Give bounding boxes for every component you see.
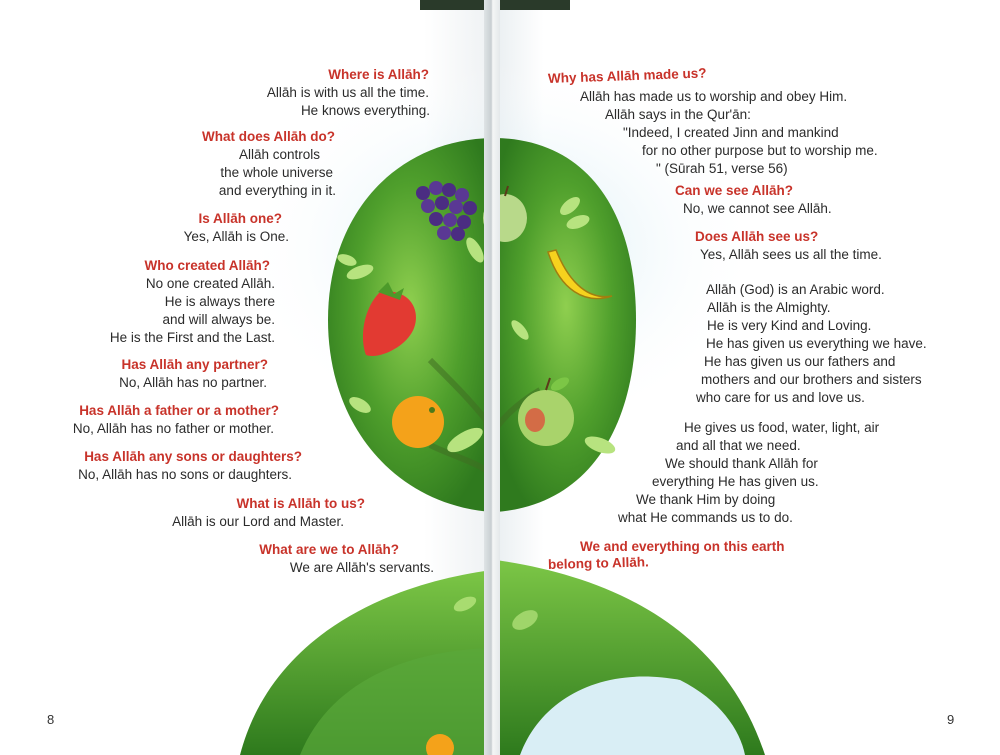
qa-what-does-allah-do-answer: [218, 146, 336, 200]
answer-line: and everything in it.: [218, 183, 336, 198]
answer-line: No, Allāh has no father or mother.: [72, 421, 274, 436]
paragraph-line: Allāh (God) is an Arabic word.: [706, 282, 885, 297]
paragraph-line: who care for us and love us.: [696, 390, 865, 405]
answer-line: Allāh has made us to worship and obey Him.: [580, 89, 848, 104]
answer-line: for no other purpose but to worship me.: [642, 143, 878, 158]
paragraph-line: He is very Kind and Loving.: [707, 318, 872, 333]
book-gutter: [484, 0, 500, 755]
answer-line: " (Sūrah 51, verse 56): [656, 161, 788, 176]
qa-allah-sons-daughters: [78, 448, 302, 484]
paragraph-line: what He commands us to do.: [618, 510, 793, 525]
paragraph-line: Allāh is the Almighty.: [707, 300, 831, 315]
answer-line: Yes, Allāh sees us all the time.: [700, 247, 882, 262]
question: Can we see Allāh?: [675, 183, 794, 198]
answer-line: He is the First and the Last.: [109, 330, 275, 345]
question: What is Allāh to us?: [236, 496, 365, 511]
answer-line: Yes, Allāh is One.: [183, 229, 289, 244]
answer-line: Allāh is with us all the time.: [266, 85, 429, 100]
qa-can-we-see-allah: [675, 182, 832, 218]
paragraph-line: He gives us food, water, light, air: [684, 420, 880, 435]
question: Has Allāh any partner?: [121, 357, 268, 372]
page-number-right: 9: [947, 712, 955, 727]
paragraph-gratitude: [618, 419, 879, 527]
answer-line: Allāh says in the Qur'ān:: [605, 107, 751, 122]
paragraph-line: He has given us everything we have.: [706, 336, 927, 351]
paragraph-line: and all that we need.: [676, 438, 801, 453]
qa-allah-partner: [119, 356, 268, 392]
qa-why-made-us: [547, 65, 878, 178]
question: What does Allāh do?: [202, 129, 335, 144]
question: Why has Allāh made us?: [547, 65, 707, 86]
closing-line: belong to Allāh.: [547, 554, 649, 572]
question: What are we to Allāh?: [259, 542, 399, 557]
qa-who-created-allah: [109, 257, 275, 347]
answer-line: "Indeed, I created Jinn and mankind: [623, 125, 839, 140]
orange-icon: [392, 396, 444, 448]
answer-line: He is always there: [164, 294, 275, 309]
paragraph-line: We thank Him by doing: [636, 492, 776, 507]
qa-allah-father-mother: [73, 402, 279, 438]
answer-line: No one created Allāh.: [145, 276, 275, 291]
paragraph-line: mothers and our brothers and sisters: [701, 372, 922, 387]
paragraph-line: everything He has given us.: [652, 474, 819, 489]
answer-line: the whole universe: [220, 165, 333, 180]
answer-line: Allāh controls: [238, 147, 320, 162]
closing-line: We and everything on this earth: [580, 539, 785, 554]
paragraph-line: He has given us our fathers and: [704, 354, 896, 369]
paragraph-line: We should thank Allāh for: [665, 456, 818, 471]
qa-what-are-we-to-allah: [259, 541, 434, 577]
qa-where-is-allah: [267, 66, 429, 120]
answer-line: He knows everything.: [300, 103, 430, 118]
question: Does Allāh see us?: [695, 229, 819, 244]
answer-line: We are Allāh's servants.: [289, 560, 434, 575]
qa-what-is-allah-to-us: [172, 495, 365, 531]
question: Has Allāh a father or a mother?: [79, 403, 279, 418]
answer-line: No, we cannot see Allāh.: [683, 201, 832, 216]
page-number-left: 8: [47, 712, 55, 727]
qa-does-allah-see-us: [695, 228, 882, 264]
question: Who created Allāh?: [144, 258, 270, 273]
qa-what-does-allah-do: [202, 128, 335, 146]
qa-is-allah-one: [183, 210, 289, 246]
paragraph-about-allah: [696, 281, 927, 407]
answer-line: Allāh is our Lord and Master.: [172, 514, 344, 529]
question: Is Allāh one?: [198, 211, 282, 226]
answer-line: No, Allāh has no partner.: [119, 375, 267, 390]
question: Where is Allāh?: [328, 67, 429, 82]
closing-statement: [548, 538, 785, 574]
question: Has Allāh any sons or daughters?: [84, 449, 302, 464]
answer-line: and will always be.: [162, 312, 275, 327]
answer-line: No, Allāh has no sons or daughters.: [78, 467, 292, 482]
